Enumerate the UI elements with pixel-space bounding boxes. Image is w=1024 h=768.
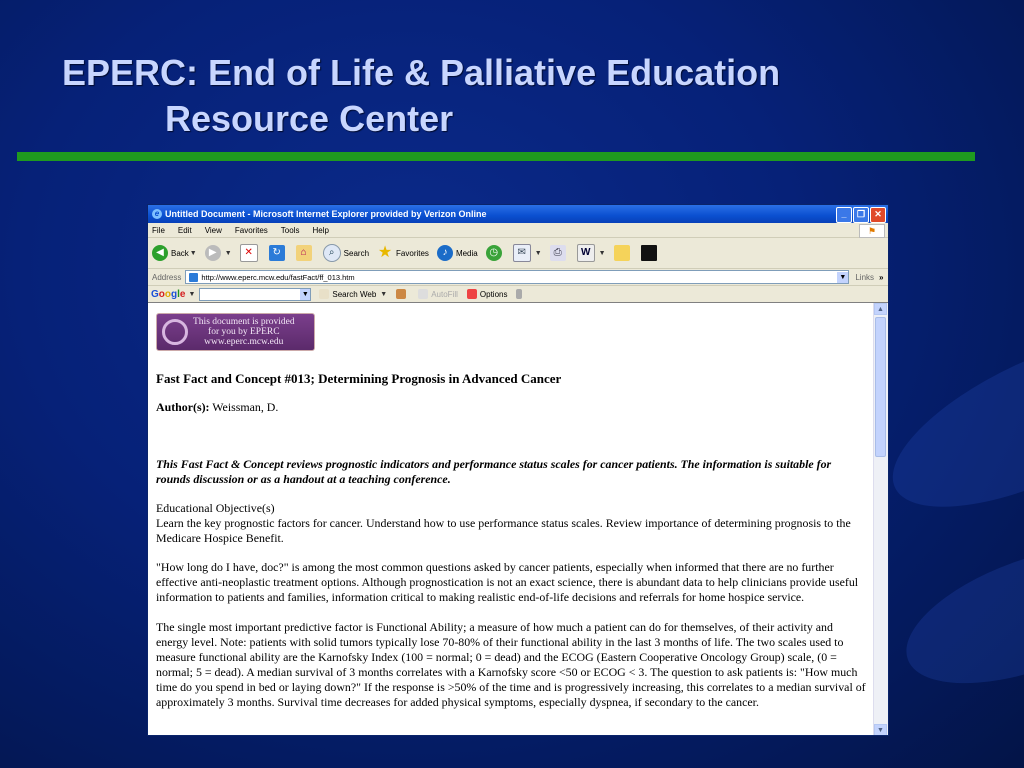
- search-web-dropdown-icon[interactable]: ▼: [380, 290, 388, 298]
- eperc-logo-icon: [162, 319, 188, 345]
- pagerank-icon: [396, 289, 406, 299]
- forward-button[interactable]: [205, 245, 232, 261]
- restore-button[interactable]: ❐: [853, 207, 869, 223]
- star-icon: ★: [377, 244, 393, 261]
- menu-edit[interactable]: Edit: [177, 225, 192, 235]
- windows-flag-icon: ⚑: [859, 224, 885, 238]
- favorites-label: Favorites: [396, 248, 429, 258]
- mail-icon: ✉: [513, 244, 531, 262]
- google-dropdown-icon[interactable]: ▼: [188, 290, 196, 298]
- media-icon: ♪: [437, 245, 453, 261]
- pagerank-button[interactable]: [396, 289, 409, 299]
- close-button[interactable]: ✕: [870, 207, 886, 223]
- author-name: Weissman, D.: [212, 400, 279, 414]
- ie-icon: e: [152, 209, 162, 219]
- media-button[interactable]: [437, 245, 478, 261]
- document-body: [156, 313, 868, 710]
- background-arc: [870, 298, 1024, 542]
- eperc-badge-text: [193, 317, 295, 347]
- mail-dropdown-icon[interactable]: ▼: [534, 249, 542, 257]
- menu-file[interactable]: File: [152, 225, 165, 235]
- history-icon: ◷: [486, 245, 502, 261]
- menu-view[interactable]: View: [204, 225, 222, 235]
- paragraph-2: The single most important predictive factor is Functional Ability; a measure of how much a patient can do for themselves, of their activity and energy level. Note: patients with solid tumors typically lose 70-80% of their functional ability in the last 3 months of life. The two scales used to measure functional ability are the Karnofsky Index (100 = normal; 0 = dead) and the ECOG (Eastern Cooperative Oncology Group) scale, (0 = normal; 5 = dead). A median survival of 3 months correlates with a Karnofsky score <50 or ECOG < 3. The question to ask patients is: "How much time do you spend in bed or laying down?" If the response is >50% of the time and is progressively increasing, this correlates to a median survival of approximately 3 months. Survival time decreases for added physical symptoms, especially dyspnea, if secondary to the cancer.: [156, 620, 866, 709]
- search-icon: ⌕: [323, 244, 341, 262]
- slide-title: [62, 50, 780, 142]
- options-button[interactable]: [467, 289, 508, 299]
- badge-line1: This document is provided: [193, 317, 295, 327]
- home-button[interactable]: [296, 245, 315, 261]
- edit-dropdown-icon[interactable]: ▼: [598, 249, 606, 257]
- stop-icon: ✕: [240, 244, 258, 262]
- folder-icon: [614, 245, 630, 261]
- media-label: Media: [455, 248, 478, 258]
- forward-arrow-icon: ▶: [205, 245, 221, 261]
- search-web-label: Search Web: [332, 289, 377, 299]
- eperc-badge[interactable]: [156, 313, 315, 351]
- messenger-icon: [641, 245, 657, 261]
- word-icon: W: [577, 244, 595, 262]
- search-button[interactable]: [323, 244, 369, 262]
- links-button[interactable]: Links: [855, 272, 875, 282]
- menu-bar: [148, 223, 888, 238]
- background-arc: [889, 519, 1024, 711]
- forward-dropdown-icon[interactable]: ▼: [224, 249, 232, 257]
- favorites-button[interactable]: [377, 245, 429, 261]
- highlight-button[interactable]: [516, 289, 525, 299]
- print-icon: ⎙: [550, 245, 566, 261]
- menu-tools[interactable]: Tools: [280, 225, 300, 235]
- refresh-button[interactable]: [269, 245, 288, 261]
- google-logo[interactable]: Google: [151, 288, 186, 300]
- slide-title-line1: EPERC: End of Life & Palliative Education: [62, 52, 781, 93]
- menu-favorites[interactable]: Favorites: [234, 225, 268, 235]
- author-line: [156, 400, 868, 415]
- objective-heading: Educational Objective(s): [156, 501, 275, 515]
- browser-window: [148, 205, 888, 735]
- address-label: Address: [152, 272, 182, 282]
- scroll-thumb[interactable]: [875, 317, 886, 457]
- objective-section: [156, 501, 868, 546]
- google-toolbar: [148, 286, 888, 303]
- messenger-button[interactable]: [641, 245, 660, 261]
- history-button[interactable]: [486, 245, 505, 261]
- address-bar: [148, 269, 888, 286]
- chevron-right-icon[interactable]: »: [879, 272, 884, 282]
- search-label: Search: [343, 248, 370, 258]
- edit-button[interactable]: [577, 244, 606, 262]
- back-dropdown-icon[interactable]: ▼: [189, 249, 197, 257]
- search-web-button[interactable]: [319, 289, 387, 299]
- options-label: Options: [479, 289, 508, 299]
- autofill-icon: [418, 289, 428, 299]
- refresh-icon: ↻: [269, 245, 285, 261]
- back-label: Back: [171, 248, 189, 258]
- folder-button[interactable]: [614, 245, 633, 261]
- scroll-down-icon[interactable]: ▼: [874, 724, 887, 735]
- address-dropdown-icon[interactable]: ▼: [837, 272, 848, 283]
- objective-text: Learn the key prognostic factors for cancer. Understand how to use performance status scales. Review importance of determining prognosis to the Medicare Hospice Benefit.: [156, 516, 851, 545]
- author-label: Author(s):: [156, 400, 210, 414]
- address-input[interactable]: [185, 270, 849, 284]
- vertical-scrollbar[interactable]: [873, 303, 888, 735]
- title-divider: [17, 152, 975, 161]
- google-search-input[interactable]: [199, 288, 311, 301]
- slide-title-line2: Resource Center: [165, 98, 454, 139]
- document-title: Fast Fact and Concept #013; Determining Prognosis in Advanced Cancer: [156, 371, 562, 386]
- page-icon: [189, 273, 198, 282]
- scroll-up-icon[interactable]: ▲: [874, 303, 887, 315]
- autofill-label: AutoFill: [431, 289, 458, 299]
- back-button[interactable]: [152, 245, 197, 261]
- window-titlebar[interactable]: [148, 205, 888, 223]
- window-title: Untitled Document - Microsoft Internet Explorer provided by Verizon Online: [165, 209, 487, 219]
- badge-line2: for you by EPERC: [208, 327, 280, 337]
- standard-toolbar: [148, 238, 888, 269]
- address-url: http://www.eperc.mcw.edu/fastFact/ff_013.htm: [201, 272, 355, 282]
- window-controls: [836, 207, 886, 223]
- autofill-button[interactable]: [418, 289, 458, 299]
- back-arrow-icon: ◀: [152, 245, 168, 261]
- page-viewport[interactable]: [148, 302, 888, 735]
- options-icon: [467, 289, 477, 299]
- print-button[interactable]: [550, 245, 569, 261]
- menu-help[interactable]: Help: [312, 225, 329, 235]
- minimize-button[interactable]: _: [836, 207, 852, 223]
- intro-paragraph: This Fast Fact & Concept reviews prognostic indicators and performance status scales for cancer patients. The information is suitable for rounds discussion or as a handout at a teaching conference.: [156, 457, 832, 486]
- mail-button[interactable]: [513, 244, 542, 262]
- badge-line3: www.eperc.mcw.edu: [204, 337, 284, 347]
- google-search-dropdown-icon[interactable]: ▼: [301, 290, 309, 298]
- binoculars-icon: [319, 289, 329, 299]
- pencil-icon: [516, 289, 522, 299]
- paragraph-1: "How long do I have, doc?" is among the most common questions asked by cancer patients, especially when informed that there are no further effective anti-neoplastic treatment options. Although prognostication is not an exact science, there is abundant data to help clinicians provide useful information to patients and families, information critical to making realistic end-of-life decisions and referrals for home hospice service.: [156, 560, 859, 604]
- home-icon: ⌂: [296, 245, 312, 261]
- stop-button[interactable]: [240, 244, 261, 262]
